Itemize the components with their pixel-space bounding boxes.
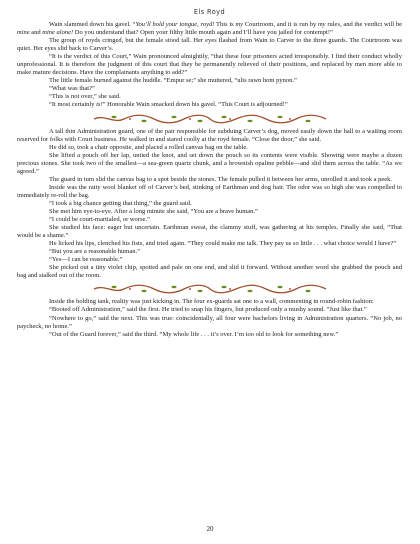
paragraph: The little female burned against the huddle. “Empur se;” she muttered, “ulis rawn hom pynon.”	[49, 77, 297, 85]
paragraph: “Nowhere to go,” said the next. This was true: coincidentally, all four were bachelors living in Administration quarters. “No job, no paycheck, no home.”	[17, 314, 402, 330]
paragraph: “It is the verdict of this Court,” Wain pronounced almightily, “that these four prisoners acted irresponsibly. I find their conduct wholly unprofessional. It is therefore the judgment of this court that they be permanently relieved of their positions, and replaced by men more able to make mature decisions. Have the complainants anything to add?”	[17, 53, 402, 77]
vine-scroll-ornament	[90, 114, 330, 124]
vine-scroll-ornament	[90, 284, 330, 294]
paragraph: She met him eye-to-eye. After a long minute she said, “You are a brave human.”	[49, 207, 258, 215]
section-3	[17, 298, 402, 338]
paragraph: She lifted a pouch off her lap, untied the knot, and set down the pouch so its contents were visible. Showing were maybe a dozen precious stones. She took two of the smallest—a sea-green quartz chunk, and a brownish opaline pebble—and slid them across the table. “As we agreed.”	[17, 151, 402, 175]
paragraph: “I could be court-martialed, or worse.”	[49, 216, 150, 224]
paragraph: Inside was the ratty wool blanket off of Carver’s bed, stinking of Earthman and dog hair. The odor was so high she was compelled to immediately re-roll the bag.	[17, 183, 402, 199]
paragraph: He did so, took a chair opposite, and placed a rolled canvas bag on the table.	[49, 143, 248, 151]
paragraph: “What was that?”	[49, 85, 95, 93]
paragraph: Wain slammed down his gavel. “You’ll hold your tongue, royd! This is my Courtroom, and it is run by my rules, and the verdict will be mine and mine alone! Do you understand that? Open your filthy little mouth again and I’ll have you jailed for contempt!”	[17, 21, 402, 37]
paragraph: “Booted off Administration,” said the first. He tried to snap his fingers, but produced only a mushy sound. “Just like that.”	[49, 306, 367, 314]
paragraph: A tall thin Administration guard, one of the pair responsible for subduing Carver’s dog, moved easily down the hall to a waiting room reserved for folks with Court business. He walked in and stared coolly at the royd female. “Close the door,” she said.	[17, 127, 402, 143]
section-1	[17, 21, 402, 110]
scene-break	[17, 280, 402, 298]
paragraph: She studied his face: eager but uncertain. Earthman sweat, the clammy stuff, was gathering at his temples. Finally she said, “That would be a shame.”	[17, 224, 402, 240]
scene-break	[17, 110, 402, 128]
paragraph: She picked out a tiny violet chip, spotted and pale on one end, and slid it forward. Without another word she grabbed the pouch and bag and stalked out of the room.	[17, 264, 402, 280]
paragraph: Inside the holding tank, reality was just kicking in. The four ex-guards sat one to a wall, commenting in round-robin fashion:	[49, 298, 374, 306]
paragraph: The guard in turn slid the canvas bag to a spot beside the stones. The female pulled it between her arms, unrolled it and took a peek.	[49, 175, 393, 183]
paragraph: “I took a big chance getting that thing,” the guard said.	[49, 199, 192, 207]
paragraph: “Yes—I can be reasonable.”	[49, 256, 123, 264]
paragraph: “This is not over,” she said.	[49, 93, 121, 101]
page-number: 20	[206, 525, 214, 533]
paragraph: “It most certainly is!” Honorable Wain smacked down his gavel. “This Court is adjourned!”	[49, 101, 288, 109]
section-2	[17, 128, 402, 281]
paragraph: He licked his lips, clenched his fists, and tried again. “They could make me talk. They pay us so little . . . what choice would I have?”	[49, 240, 397, 248]
running-head: Els Royd	[193, 8, 226, 16]
paragraph: The group of royds cringed, but the female stood tall. Her eyes flashed from Wain to Carver to the three guards. The Courtroom was quiet. Her eyes slid back to Carver’s.	[17, 37, 402, 53]
paragraph: “Out of the Guard forever,” said the third. “My whole life . . . it’s over. I’m too old to look for something new.”	[49, 330, 339, 338]
paragraph: “But you are a reasonable human.”	[49, 248, 140, 256]
